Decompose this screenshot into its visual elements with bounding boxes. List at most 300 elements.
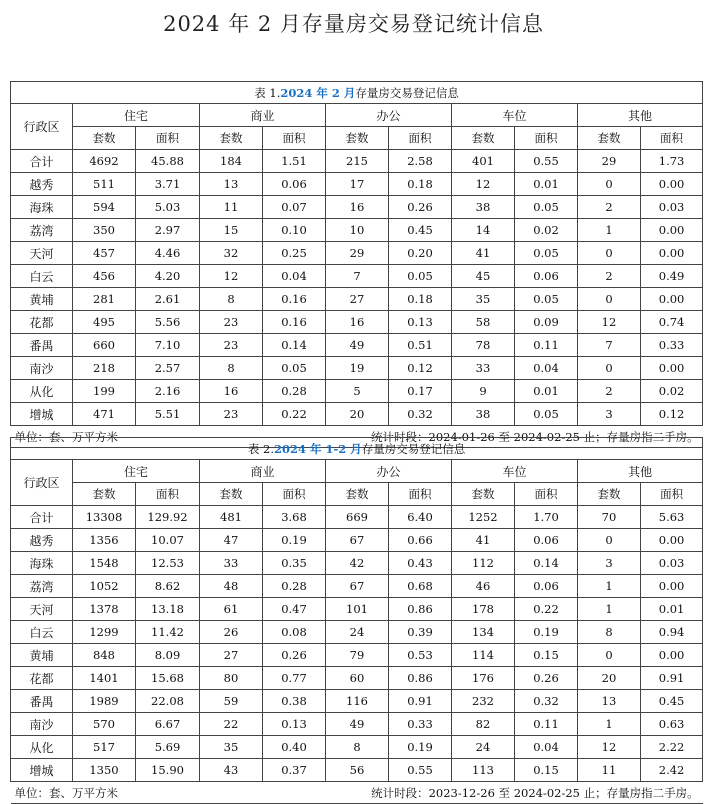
table-cell: 0.01 [515, 173, 578, 196]
table-cell: 129.92 [136, 506, 200, 529]
table-cell: 0.05 [515, 196, 578, 219]
table-cell: 23 [200, 403, 263, 426]
table-cell: 0 [578, 242, 641, 265]
table-row [11, 380, 703, 403]
table-cell: 0.40 [263, 736, 326, 759]
group-header: 住宅 [73, 460, 200, 483]
table-cell: 511 [73, 173, 136, 196]
table-cell: 0.91 [641, 667, 703, 690]
district-name: 荔湾 [11, 219, 73, 242]
table-cell: 0.39 [389, 621, 452, 644]
table-cell: 1548 [73, 552, 136, 575]
table-cell: 0.00 [641, 575, 703, 598]
table-cell: 0.00 [641, 529, 703, 552]
table-cell: 0.19 [389, 736, 452, 759]
table-cell: 0.06 [515, 529, 578, 552]
sub-header-area: 面积 [515, 483, 578, 506]
table-cell: 116 [326, 690, 389, 713]
table-cell: 49 [326, 713, 389, 736]
table-cell: 5.56 [136, 311, 200, 334]
district-name: 天河 [11, 242, 73, 265]
table-cell: 0.10 [263, 219, 326, 242]
table-cell: 0.55 [389, 759, 452, 782]
table-cell: 0.07 [263, 196, 326, 219]
sub-header-area: 面积 [136, 127, 200, 150]
table-cell: 79 [326, 644, 389, 667]
table-cell: 3 [578, 552, 641, 575]
table-cell: 0.06 [515, 575, 578, 598]
table-cell: 0.01 [515, 380, 578, 403]
district-name: 越秀 [11, 529, 73, 552]
table-cell: 0.26 [389, 196, 452, 219]
table-cell: 8.62 [136, 575, 200, 598]
district-name: 番禺 [11, 690, 73, 713]
table-cell: 0.18 [389, 173, 452, 196]
caption-prefix: 表 2. [247, 441, 274, 456]
district-name: 增城 [11, 403, 73, 426]
table-cell: 350 [73, 219, 136, 242]
table-cell: 2.97 [136, 219, 200, 242]
caption-highlight: 2024 年 1-2 月 [274, 441, 362, 456]
table-cell: 26 [200, 621, 263, 644]
table-cell: 0.91 [389, 690, 452, 713]
table-cell: 0.43 [389, 552, 452, 575]
table-cell: 29 [578, 150, 641, 173]
table-cell: 12 [200, 265, 263, 288]
table-cell: 1.51 [263, 150, 326, 173]
sub-header-area: 面积 [136, 483, 200, 506]
table-cell: 35 [452, 288, 515, 311]
table-cell: 20 [326, 403, 389, 426]
table-cell: 15.68 [136, 667, 200, 690]
table-cell: 19 [326, 357, 389, 380]
table-cell: 199 [73, 380, 136, 403]
table-cell: 0.05 [389, 265, 452, 288]
table-cell: 48 [200, 575, 263, 598]
district-name: 花都 [11, 667, 73, 690]
table-cell: 12.53 [136, 552, 200, 575]
table-cell: 0.15 [515, 759, 578, 782]
table-cell: 0.00 [641, 644, 703, 667]
table-cell: 281 [73, 288, 136, 311]
table-row [11, 621, 703, 644]
district-name: 黄埔 [11, 288, 73, 311]
table-cell: 594 [73, 196, 136, 219]
table-cell: 5.69 [136, 736, 200, 759]
table-cell: 12 [452, 173, 515, 196]
table-row [11, 288, 703, 311]
table-cell: 495 [73, 311, 136, 334]
table-row [11, 575, 703, 598]
table-row [11, 173, 703, 196]
table-cell: 17 [326, 173, 389, 196]
table-cell: 0.63 [641, 713, 703, 736]
sub-header-count: 套数 [73, 483, 136, 506]
table-cell: 41 [452, 529, 515, 552]
sub-header-row [11, 127, 703, 150]
table-cell: 0.33 [389, 713, 452, 736]
table-cell: 29 [326, 242, 389, 265]
table-cell: 14 [452, 219, 515, 242]
table-cell: 5.51 [136, 403, 200, 426]
table-cell: 15.90 [136, 759, 200, 782]
district-name: 南沙 [11, 357, 73, 380]
table-cell: 0.26 [515, 667, 578, 690]
table-cell: 13 [200, 173, 263, 196]
table-cell: 7 [326, 265, 389, 288]
table-cell: 0.12 [389, 357, 452, 380]
table-cell: 471 [73, 403, 136, 426]
table-row [11, 357, 703, 380]
table-cell: 457 [73, 242, 136, 265]
table-cell: 11 [578, 759, 641, 782]
district-name: 合计 [11, 150, 73, 173]
table-cell: 113 [452, 759, 515, 782]
table-cell: 0.01 [641, 598, 703, 621]
table-cell: 481 [200, 506, 263, 529]
district-name: 海珠 [11, 552, 73, 575]
table-cell: 0.17 [389, 380, 452, 403]
table-cell: 0.25 [263, 242, 326, 265]
table-cell: 45 [452, 265, 515, 288]
table-cell: 23 [200, 334, 263, 357]
table-cell: 0 [578, 288, 641, 311]
table-cell: 0 [578, 529, 641, 552]
table-cell: 232 [452, 690, 515, 713]
table-cell: 2.16 [136, 380, 200, 403]
table-cell: 0.19 [263, 529, 326, 552]
table-row [11, 759, 703, 782]
group-header: 车位 [452, 104, 578, 127]
table-cell: 570 [73, 713, 136, 736]
table-cell: 0.68 [389, 575, 452, 598]
table-cell: 0.13 [263, 713, 326, 736]
table-cell: 24 [326, 621, 389, 644]
table-cell: 0.66 [389, 529, 452, 552]
caption-highlight: 2024 年 2 月 [280, 85, 356, 100]
footer-period: 统计时段：2024-01-26 至 2024-02-25 止；存量房指二手房。 [200, 426, 703, 448]
table-1-body [11, 82, 703, 448]
district-name: 黄埔 [11, 644, 73, 667]
table-cell: 0.11 [515, 334, 578, 357]
table-cell: 16 [200, 380, 263, 403]
table-cell: 82 [452, 713, 515, 736]
table-cell: 0.86 [389, 598, 452, 621]
table-cell: 0.00 [641, 173, 703, 196]
table-cell: 70 [578, 506, 641, 529]
table-cell: 0.00 [641, 357, 703, 380]
table-cell: 27 [200, 644, 263, 667]
table-cell: 3.71 [136, 173, 200, 196]
table-cell: 1 [578, 219, 641, 242]
table-cell: 61 [200, 598, 263, 621]
table-cell: 33 [200, 552, 263, 575]
table-cell: 8 [326, 736, 389, 759]
table-cell: 23 [200, 311, 263, 334]
table-cell: 848 [73, 644, 136, 667]
district-name: 番禺 [11, 334, 73, 357]
table-row [11, 219, 703, 242]
sub-header-area: 面积 [389, 127, 452, 150]
sub-header-area: 面积 [263, 127, 326, 150]
table-cell: 2.42 [641, 759, 703, 782]
table-cell: 0.16 [263, 311, 326, 334]
group-header-row [11, 104, 703, 127]
table-cell: 12 [578, 736, 641, 759]
table-cell: 67 [326, 529, 389, 552]
table-cell: 0.22 [515, 598, 578, 621]
table-cell: 2.22 [641, 736, 703, 759]
sub-header-row [11, 483, 703, 506]
table-cell: 0.05 [515, 288, 578, 311]
table-cell: 1 [578, 598, 641, 621]
table-cell: 0.45 [389, 219, 452, 242]
table-cell: 10.07 [136, 529, 200, 552]
table-cell: 0.28 [263, 575, 326, 598]
district-name: 从化 [11, 736, 73, 759]
table-cell: 38 [452, 196, 515, 219]
district-header: 行政区 [11, 104, 73, 150]
table-cell: 2 [578, 380, 641, 403]
group-header: 商业 [200, 460, 326, 483]
table-row [11, 196, 703, 219]
table-cell: 20 [578, 667, 641, 690]
table-cell: 22.08 [136, 690, 200, 713]
table-row [11, 150, 703, 173]
table-cell: 0.22 [263, 403, 326, 426]
footer-unit: 单位：套、万平方米 [11, 782, 200, 804]
table-cell: 669 [326, 506, 389, 529]
sub-header-count: 套数 [326, 127, 389, 150]
table-cell: 78 [452, 334, 515, 357]
table-cell: 0 [578, 357, 641, 380]
table-caption-row [11, 82, 703, 104]
sub-header-count: 套数 [200, 127, 263, 150]
sub-header-count: 套数 [578, 483, 641, 506]
table-cell: 0.09 [515, 311, 578, 334]
table-cell: 5.03 [136, 196, 200, 219]
table-cell: 38 [452, 403, 515, 426]
table-cell: 0.02 [641, 380, 703, 403]
district-name: 天河 [11, 598, 73, 621]
table-row [11, 644, 703, 667]
table-cell: 0.05 [515, 403, 578, 426]
table-cell: 8.09 [136, 644, 200, 667]
table-cell: 0.04 [515, 357, 578, 380]
table-cell: 112 [452, 552, 515, 575]
table-cell: 1.70 [515, 506, 578, 529]
table-cell: 8 [200, 288, 263, 311]
table-cell: 24 [452, 736, 515, 759]
table-cell: 0.03 [641, 552, 703, 575]
district-name: 增城 [11, 759, 73, 782]
table-cell: 184 [200, 150, 263, 173]
table-cell: 41 [452, 242, 515, 265]
table-cell: 0.45 [641, 690, 703, 713]
table-cell: 0.06 [515, 265, 578, 288]
table-cell: 33 [452, 357, 515, 380]
table-cell: 178 [452, 598, 515, 621]
table-cell: 5 [326, 380, 389, 403]
table-cell: 1.73 [641, 150, 703, 173]
table-cell: 1989 [73, 690, 136, 713]
table-cell: 0.04 [263, 265, 326, 288]
table-row [11, 667, 703, 690]
district-name: 白云 [11, 621, 73, 644]
district-name: 海珠 [11, 196, 73, 219]
table-cell: 22 [200, 713, 263, 736]
table-cell: 0.77 [263, 667, 326, 690]
table-row [11, 598, 703, 621]
table-cell: 134 [452, 621, 515, 644]
table-row [11, 403, 703, 426]
table-cell: 2.58 [389, 150, 452, 173]
table-cell: 114 [452, 644, 515, 667]
table-cell: 176 [452, 667, 515, 690]
table-row [11, 311, 703, 334]
footer-unit: 单位：套、万平方米 [11, 426, 200, 448]
group-header-row [11, 460, 703, 483]
sub-header-area: 面积 [641, 127, 703, 150]
table-cell: 0.00 [641, 288, 703, 311]
table-cell: 0.47 [263, 598, 326, 621]
table-row [11, 529, 703, 552]
table-row [11, 552, 703, 575]
table-cell: 215 [326, 150, 389, 173]
caption-suffix: 存量房交易登记信息 [361, 441, 466, 456]
table-row [11, 242, 703, 265]
district-name: 花都 [11, 311, 73, 334]
table-cell: 7.10 [136, 334, 200, 357]
group-header: 住宅 [73, 104, 200, 127]
sub-header-count: 套数 [452, 483, 515, 506]
table-cell: 59 [200, 690, 263, 713]
table-cell: 218 [73, 357, 136, 380]
sub-header-area: 面积 [389, 483, 452, 506]
table-cell: 11 [200, 196, 263, 219]
table-cell: 2.57 [136, 357, 200, 380]
table-cell: 15 [200, 219, 263, 242]
group-header: 办公 [326, 460, 452, 483]
table-cell: 0.13 [389, 311, 452, 334]
sub-header-area: 面积 [641, 483, 703, 506]
table-cell: 8 [578, 621, 641, 644]
table-cell: 0.11 [515, 713, 578, 736]
table-row [11, 713, 703, 736]
table-cell: 13.18 [136, 598, 200, 621]
sub-header-count: 套数 [452, 127, 515, 150]
table-cell: 1350 [73, 759, 136, 782]
table-cell: 0 [578, 644, 641, 667]
table-cell: 1401 [73, 667, 136, 690]
table-cell: 0.00 [641, 219, 703, 242]
table-cell: 517 [73, 736, 136, 759]
district-header: 行政区 [11, 460, 73, 506]
district-name: 白云 [11, 265, 73, 288]
table-cell: 0.33 [641, 334, 703, 357]
footer-period: 统计时段：2023-12-26 至 2024-02-25 止；存量房指二手房。 [200, 782, 703, 804]
district-name: 越秀 [11, 173, 73, 196]
table-cell: 0.37 [263, 759, 326, 782]
group-header: 其他 [578, 104, 703, 127]
table-cell: 0 [578, 173, 641, 196]
table-cell: 11.42 [136, 621, 200, 644]
table-cell: 0.08 [263, 621, 326, 644]
table-cell: 0.04 [515, 736, 578, 759]
table-caption [11, 82, 703, 104]
sub-header-count: 套数 [73, 127, 136, 150]
sub-header-count: 套数 [326, 483, 389, 506]
table-cell: 49 [326, 334, 389, 357]
table-cell: 0.12 [641, 403, 703, 426]
table-cell: 4.20 [136, 265, 200, 288]
table-cell: 67 [326, 575, 389, 598]
table-cell: 2 [578, 196, 641, 219]
table-cell: 0.74 [641, 311, 703, 334]
table-cell: 1299 [73, 621, 136, 644]
group-header: 商业 [200, 104, 326, 127]
table-cell: 13 [578, 690, 641, 713]
table-cell: 9 [452, 380, 515, 403]
table-cell: 0.55 [515, 150, 578, 173]
table-caption-row [11, 438, 703, 460]
table-cell: 0.14 [263, 334, 326, 357]
table-cell: 1252 [452, 506, 515, 529]
table-cell: 16 [326, 196, 389, 219]
table-cell: 3.68 [263, 506, 326, 529]
table-cell: 12 [578, 311, 641, 334]
table-cell: 6.67 [136, 713, 200, 736]
table-cell: 0.86 [389, 667, 452, 690]
table-row [11, 506, 703, 529]
table-cell: 10 [326, 219, 389, 242]
table-cell: 80 [200, 667, 263, 690]
table-cell: 13308 [73, 506, 136, 529]
table-cell: 0.02 [515, 219, 578, 242]
table-row [11, 265, 703, 288]
table-row [11, 334, 703, 357]
sub-header-count: 套数 [200, 483, 263, 506]
table-1 [10, 81, 703, 448]
table-cell: 0.35 [263, 552, 326, 575]
table-cell: 6.40 [389, 506, 452, 529]
table-cell: 4692 [73, 150, 136, 173]
table-cell: 60 [326, 667, 389, 690]
table-cell: 56 [326, 759, 389, 782]
table-cell: 7 [578, 334, 641, 357]
table-cell: 0.94 [641, 621, 703, 644]
table-cell: 0.05 [515, 242, 578, 265]
table-cell: 0.49 [641, 265, 703, 288]
table-cell: 0.03 [641, 196, 703, 219]
table-cell: 101 [326, 598, 389, 621]
table-cell: 35 [200, 736, 263, 759]
caption-suffix: 存量房交易登记信息 [355, 85, 459, 100]
table-cell: 401 [452, 150, 515, 173]
table-cell: 1052 [73, 575, 136, 598]
page-title: 2024 年 2 月存量房交易登记统计信息 [163, 12, 544, 36]
district-name: 南沙 [11, 713, 73, 736]
sub-header-area: 面积 [515, 127, 578, 150]
table-cell: 1378 [73, 598, 136, 621]
table-cell: 0.26 [263, 644, 326, 667]
table-cell: 660 [73, 334, 136, 357]
table-cell: 42 [326, 552, 389, 575]
table-cell: 1356 [73, 529, 136, 552]
table-cell: 0.32 [389, 403, 452, 426]
group-header: 办公 [326, 104, 452, 127]
table-row [11, 736, 703, 759]
